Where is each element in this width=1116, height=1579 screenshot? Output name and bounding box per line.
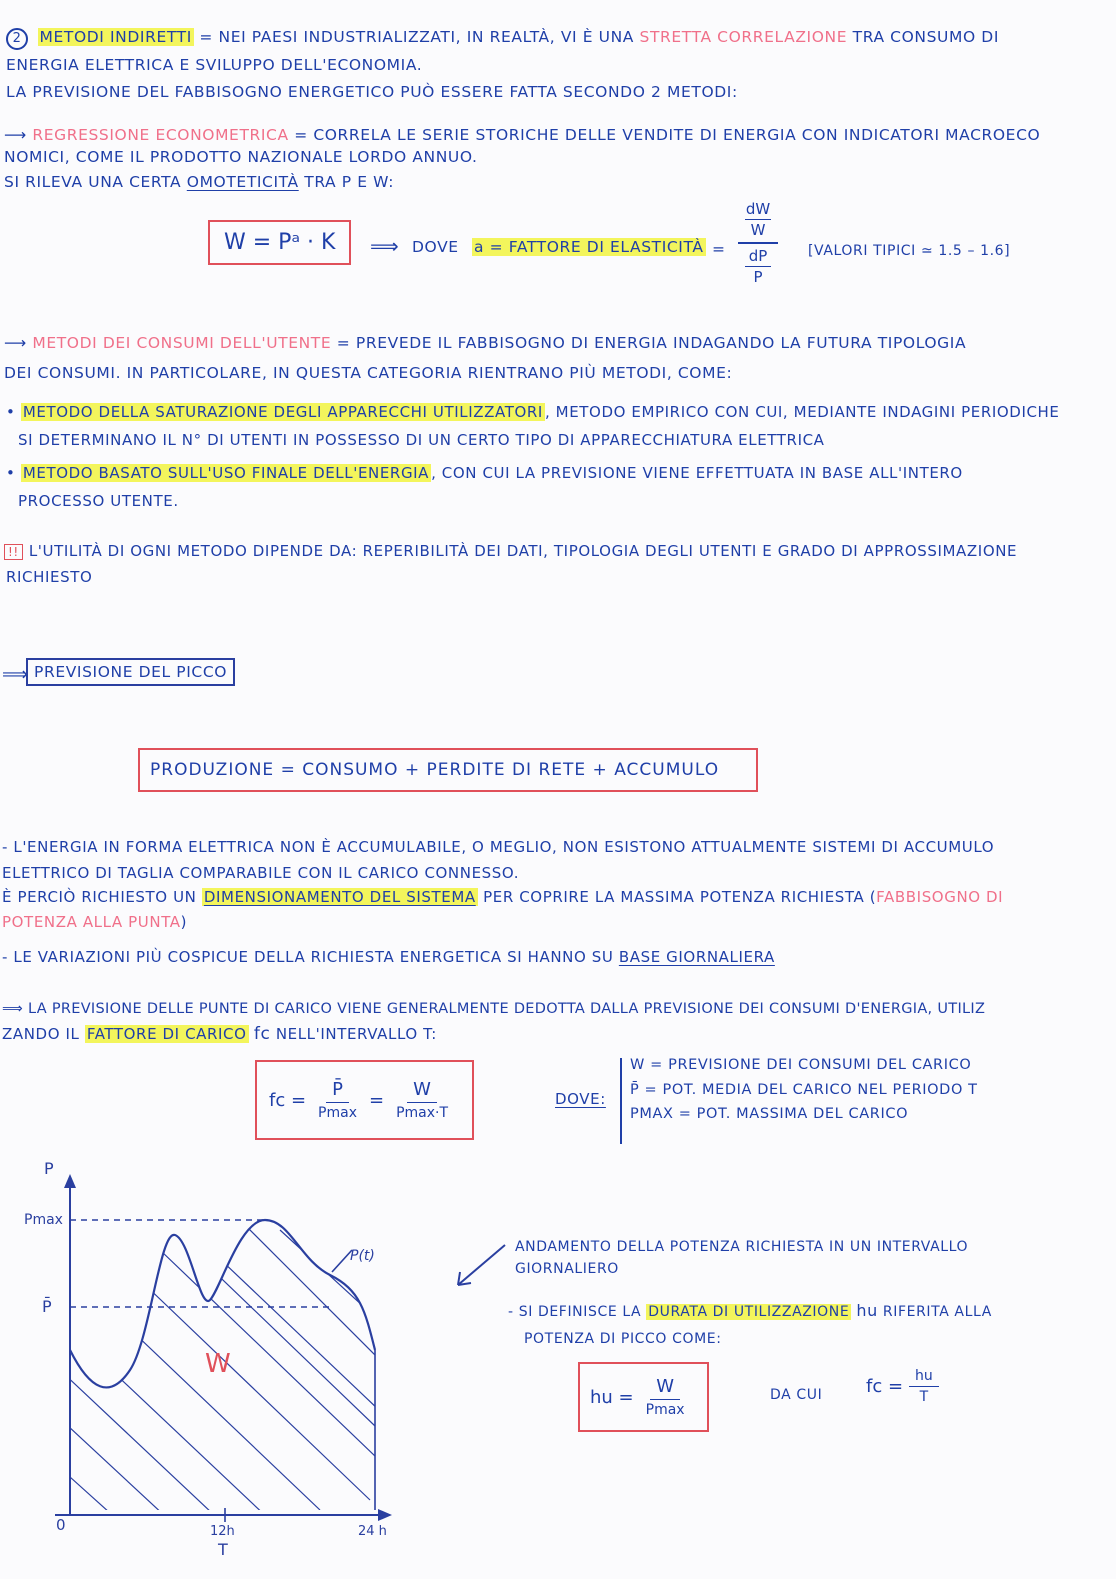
red-term-correlation: STRETTA CORRELAZIONE: [639, 28, 848, 46]
y-axis-label: P: [44, 1159, 54, 1178]
peak-line-1: - L'ENERGIA IN FORMA ELETTRICA NON È ACCUMULABILE, O MEGLIO, NON ESISTONO ATTUALMENTE SISTEMI DI ACCUMULO: [2, 838, 995, 856]
t-label: T: [218, 1540, 228, 1559]
side-line-4: POTENZA DI PICCO COME:: [524, 1331, 722, 1347]
utilization-duration-box: hu = $\frac{W}{Pmax}$: [578, 1362, 709, 1432]
elasticity-equals: =: [712, 240, 726, 258]
omoteticita-term: OMOTETICITÀ: [186, 173, 299, 191]
da-cui-label: DA CUI: [770, 1387, 823, 1403]
final-use-term: METODI DEI CONSUMI DELL'UTENTE: [32, 334, 332, 352]
heading-line-1: 2 METODI INDIRETTI = NEI PAESI INDUSTRIALIZZATI, IN REALTÀ, VI È UNA STRETTA CORRELAZIONE TRA CONSUMO DI: [6, 28, 999, 50]
pmax-label: Pmax: [24, 1212, 63, 1228]
bullet-final-use: • METODO BASATO SULL'USO FINALE DELL'ENERGIA , CON CUI LA PREVISIONE VIENE EFFETTUATA IN BASE ALL'INTERO: [6, 464, 963, 482]
energy-balance-box: PRODUZIONE = CONSUMO + PERDITE DI RETE + ACCUMULO: [138, 748, 758, 792]
origin-label: 0: [56, 1516, 66, 1534]
pointer-arrow-icon: [450, 1240, 510, 1290]
peak-title-box: PREVISIONE DEL PICCO: [26, 658, 235, 686]
heading-line-3: LA PREVISIONE DEL FABBISOGNO ENERGETICO PUÒ ESSERE FATTA SECONDO 2 METODI:: [6, 83, 738, 101]
bullet-final-use-line-2: PROCESSO UTENTE.: [18, 492, 179, 510]
load-factor-definitions: W = PREVISIONE DEI CONSUMI DEL CARICO P̄ = POT. MEDIA DEL CARICO NEL PERIODO T PMAX = POT. MASSIMA DEL CARICO: [620, 1058, 978, 1144]
pmean-label: P̄: [42, 1297, 52, 1316]
regression-line-1: ⟶ REGRESSIONE ECONOMETRICA = CORRELA LE SERIE STORICHE DELLE VENDITE DI ENERGIA CON INDICATORI MACROECO: [4, 126, 1041, 144]
side-line-2: GIORNALIERO: [515, 1261, 619, 1277]
area-label: W: [205, 1349, 231, 1379]
side-line-3: - SI DEFINISCE LA DURATA DI UTILIZZAZIONE hu RIFERITA ALLA: [508, 1301, 992, 1320]
final-use-line-2: DEI CONSUMI. IN PARTICOLARE, IN QUESTA CATEGORIA RIENTRANO PIÙ METODI, COME:: [4, 364, 733, 382]
peak-line-5: - LE VARIAZIONI PIÙ COSPICUE DELLA RICHIESTA ENERGETICA SI HANNO SU BASE GIORNALIERA: [2, 948, 775, 966]
dove-defs-label: DOVE:: [555, 1090, 606, 1108]
load-factor-formula-box: fc = $\frac{P̄}{Pmax}$ = $\frac{W}{Pmax\cdot T}$: [255, 1060, 474, 1140]
peak-line-7: ZANDO IL FATTORE DI CARICO fc NELL'INTERVALLO T:: [2, 1024, 437, 1044]
implies-arrow: ⟹: [370, 234, 400, 258]
fc-hu-relation: fc = $\frac{hu}{T}$: [866, 1368, 945, 1405]
note-line-2: RICHIESTO: [6, 568, 93, 586]
regression-term: REGRESSIONE ECONOMETRICA: [32, 126, 289, 144]
bullet-saturation-line-2: SI DETERMINANO IL N° DI UTENTI IN POSSESSO DI UN CERTO TIPO DI APPARECCHIATURA ELETTRICA: [18, 431, 825, 449]
regression-line-2: NOMICI, COME IL PRODOTTO NAZIONALE LORDO ANNUO.: [4, 148, 478, 166]
peak-line-2: ELETTRICO DI TAGLIA COMPARABILE CON IL CARICO CONNESSO.: [2, 864, 520, 882]
elasticity-definition: a = FATTORE DI ELASTICITÀ: [474, 238, 704, 256]
curve-label: P(t): [350, 1248, 375, 1264]
power-law-formula-box: W = Pᵃ · K: [208, 220, 351, 265]
tick-24h: 24 h: [358, 1524, 387, 1539]
section-title: METODI INDIRETTI: [39, 28, 192, 46]
heading-line-2: ENERGIA ELETTRICA E SVILUPPO DELL'ECONOMIA.: [6, 56, 423, 74]
regression-line-3: SI RILEVA UNA CERTA OMOTETICITÀ TRA P E W:: [4, 173, 395, 191]
final-use-line-1: ⟶ METODI DEI CONSUMI DELL'UTENTE = PREVEDE IL FABBISOGNO DI ENERGIA INDAGANDO LA FUTURA TIPOLOGIA: [4, 334, 967, 352]
tick-12h: 12h: [210, 1524, 235, 1539]
peak-line-6: ⟹ LA PREVISIONE DELLE PUNTE DI CARICO VIENE GENERALMENTE DEDOTTA DALLA PREVISIONE DEI CONSUMI D'ENERGIA, UTILIZ: [2, 1001, 986, 1017]
bullet-saturation: • METODO DELLA SATURAZIONE DEGLI APPARECCHI UTILIZZATORI , METODO EMPIRICO CON CUI, MEDIANTE INDAGINI PERIODICHE: [6, 403, 1060, 421]
warning-icon: !!: [4, 544, 23, 560]
side-line-1: ANDAMENTO DELLA POTENZA RICHIESTA IN UN INTERVALLO: [515, 1239, 969, 1255]
peak-line-3: È PERCIÒ RICHIESTO UN DIMENSIONAMENTO DEL SISTEMA PER COPRIRE LA MASSIMA POTENZA RICHIESTA (FABBISOGNO DI: [2, 888, 1004, 906]
peak-line-4: POTENZA ALLA PUNTA): [2, 913, 188, 931]
section-number-badge: 2: [6, 28, 28, 50]
peak-arrow: ⟹: [2, 664, 29, 685]
daily-load-curve-graph: [0, 1150, 440, 1570]
note-line-1: !! L'UTILITÀ DI OGNI METODO DIPENDE DA: REPERIBILITÀ DEI DATI, TIPOLOGIA DEGLI UTENTI E GRADO DI APPROSSIMAZIONE: [4, 544, 1017, 560]
elasticity-fraction: dW W dP P: [738, 200, 778, 286]
typical-values: [VALORI TIPICI ≃ 1.5 – 1.6]: [808, 243, 1011, 259]
dove-label: DOVE: [412, 238, 459, 256]
